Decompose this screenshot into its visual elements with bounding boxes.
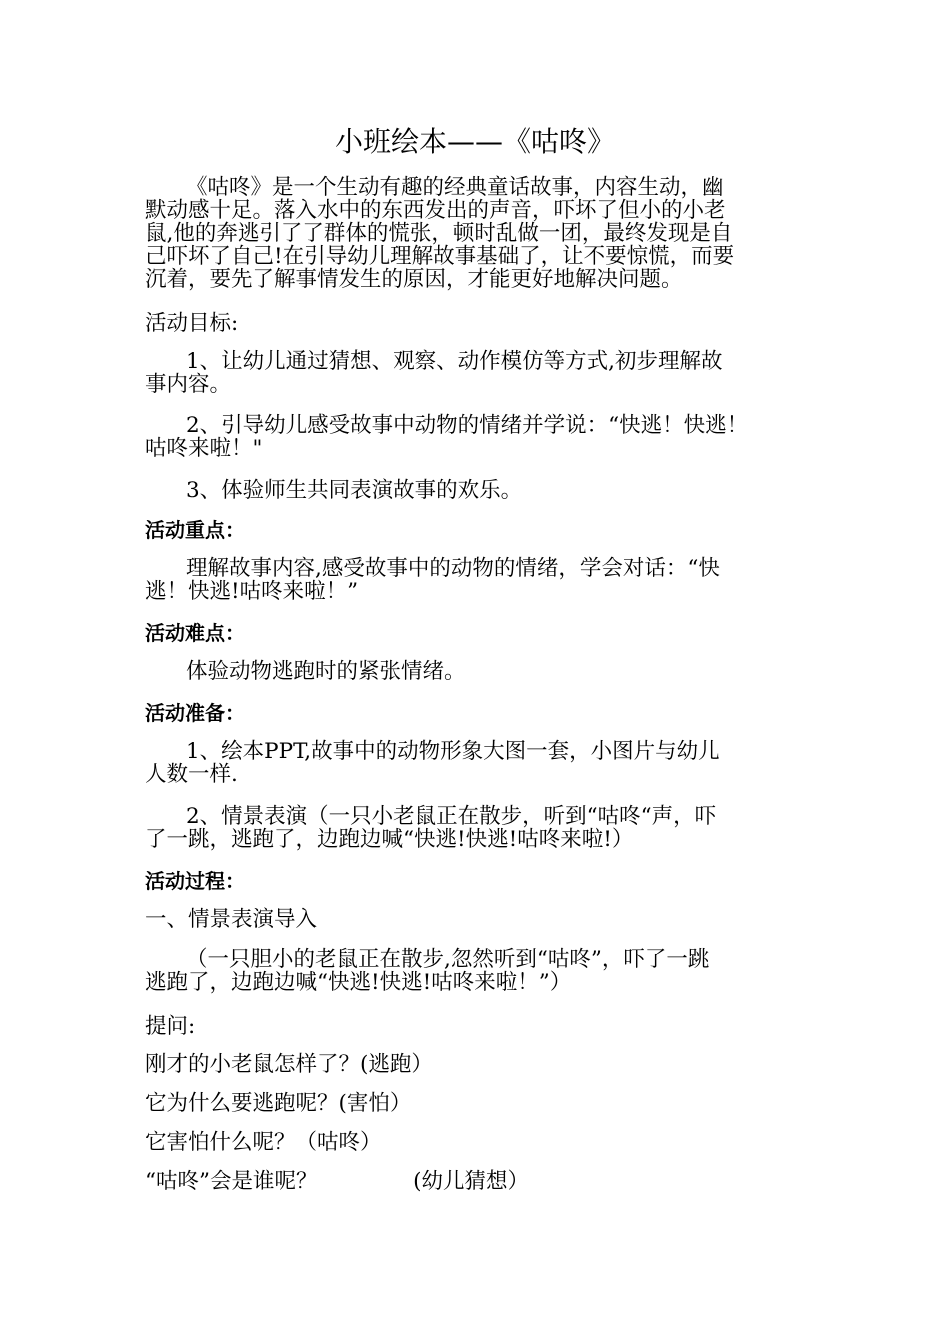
- question-2: 它为什么要逃跑呢？(害怕）: [145, 1091, 412, 1116]
- document-title: 小班绘本——《咕咚》: [334, 125, 615, 158]
- preparation-heading: 活动准备：: [145, 701, 245, 725]
- key-points-heading: 活动重点：: [145, 518, 245, 542]
- objective-1-line-1: 1、让幼儿通过猜想、观察、动作模仿等方式,初步理解故: [145, 349, 723, 374]
- objectives-heading: 活动目标:: [145, 311, 239, 336]
- question-3: 它害怕什么呢？（咕咚）: [145, 1130, 382, 1155]
- key-points-line-2: 逃！快逃!咕咚来啦！”: [145, 579, 359, 604]
- intro-line-1: 《咕咚》是一个生动有趣的经典童话故事，内容生动，幽: [145, 175, 724, 200]
- preparation-2-line-1: 2、情景表演（一只小老鼠正在散步，听到“咕咚“声，吓: [145, 804, 717, 829]
- intro-line-4: 己吓坏了自己!在引导幼儿理解故事基础了，让不要惊慌，而要: [145, 244, 735, 269]
- ask-label: 提问:: [145, 1014, 196, 1039]
- objective-3: 3、体验师生共同表演故事的欢乐。: [145, 478, 523, 503]
- intro-line-3: 鼠,他的奔逃引了了群体的慌张，顿时乱做一团，最终发现是自: [145, 221, 733, 246]
- question-4: “咕咚”会是谁呢？ (幼儿猜想）: [145, 1169, 530, 1194]
- preparation-1-line-1: 1、绘本PPT,故事中的动物形象大图一套，小图片与幼儿: [145, 739, 720, 764]
- objective-2-line-1: 2、引导幼儿感受故事中动物的情绪并学说：“快逃！快逃！: [145, 413, 749, 438]
- intro-line-5: 沉着，要先了解事情发生的原因，才能更好地解决问题。: [145, 267, 683, 292]
- preparation-2-line-2: 了一跳，逃跑了，边跑边喊“快逃!快逃!咕咚来啦!）: [145, 827, 634, 852]
- process-heading: 活动过程：: [145, 869, 245, 893]
- scene-line-1: （一只胆小的老鼠正在散步,忽然听到“咕咚”，吓了一跳: [145, 947, 710, 972]
- difficulties-text: 体验动物逃跑时的紧张情绪。: [145, 659, 466, 684]
- intro-line-2: 默动感十足。落入水中的东西发出的声音，吓坏了但小的小老: [145, 198, 726, 223]
- scene-line-2: 逃跑了，边跑边喊“快逃!快逃!咕咚来啦！”）: [145, 970, 572, 995]
- difficulties-heading: 活动难点：: [145, 621, 245, 645]
- objective-2-line-2: 咕咚来啦！": [145, 436, 263, 461]
- key-points-line-1: 理解故事内容,感受故事中的动物的情绪，学会对话：“快: [145, 556, 720, 581]
- preparation-1-line-2: 人数一样.: [145, 762, 238, 787]
- objective-1-line-2: 事内容。: [145, 372, 232, 397]
- process-section-1: 一、情景表演导入: [145, 907, 318, 932]
- question-1: 刚才的小老鼠怎样了？(逃跑）: [145, 1052, 433, 1077]
